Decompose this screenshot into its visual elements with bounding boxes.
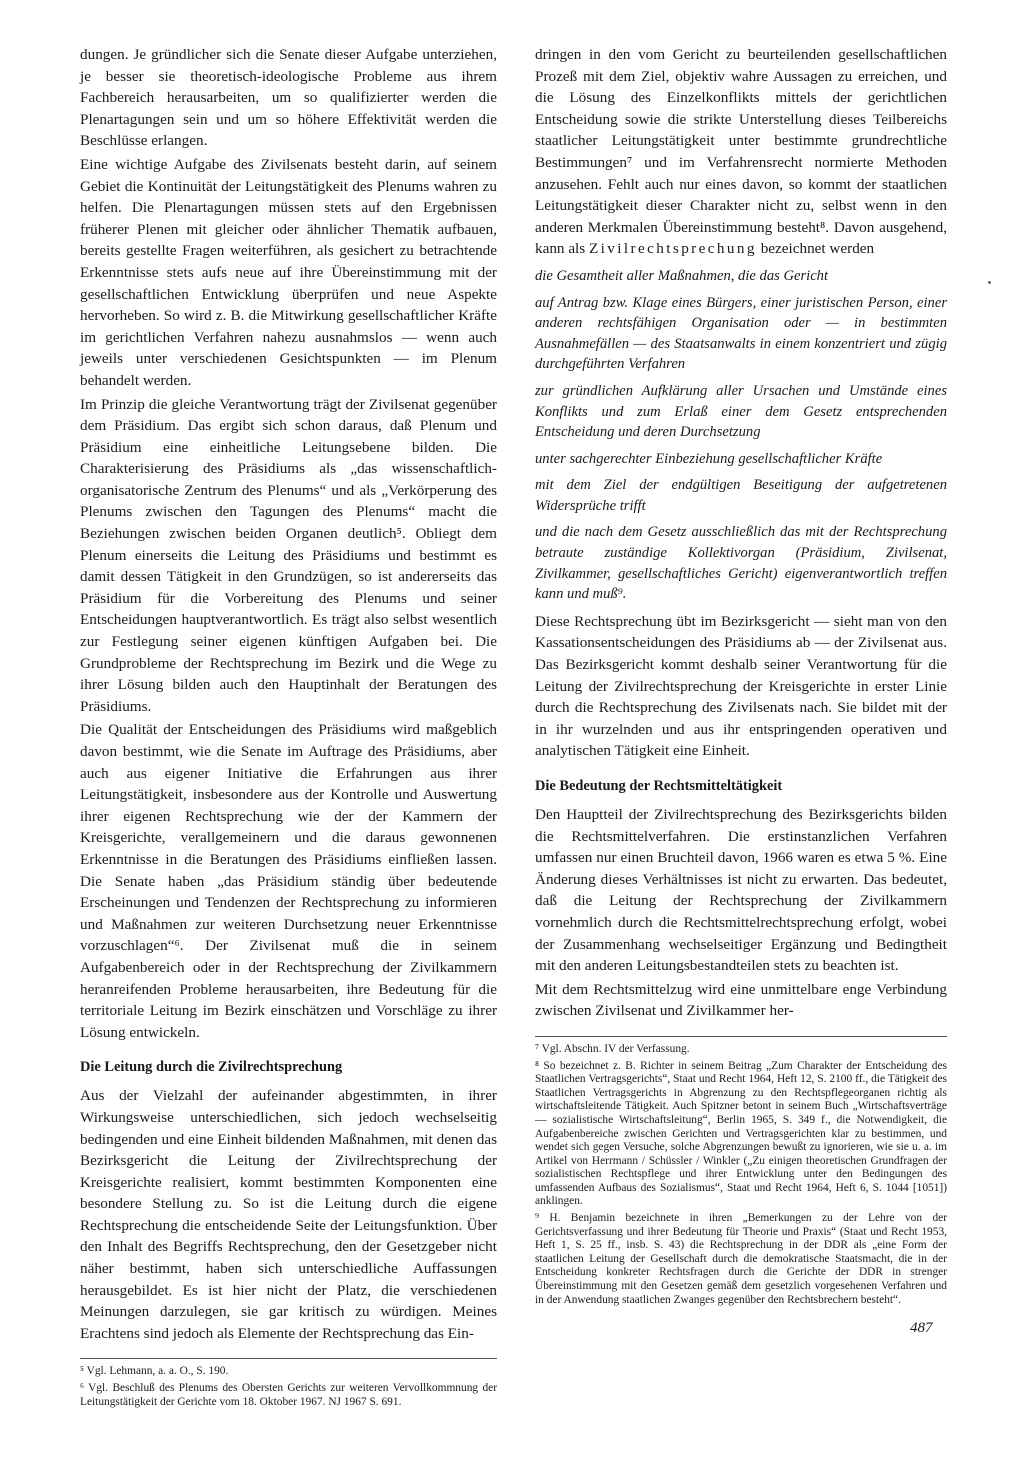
section-heading: Die Leitung durch die Zivilrechtsprechung <box>80 1059 343 1076</box>
footnote: ⁶ Vgl. Beschluß des Plenums des Obersten Gerichts zur weiteren Vervollkommnung der Leitungstätigkeit der Gerichte vom 18. Oktober 1967. NJ 1967 S. 691. <box>80 1382 497 1408</box>
paragraph: Mit dem Rechtsmittelzug wird eine unmittelbare enge Verbindung zwischen Zivilsenat und Zivilkammer her- <box>535 980 947 1020</box>
definition-list <box>535 266 947 605</box>
paragraph: Diese Rechtsprechung übt im Bezirksgericht — sieht man von den Kassationsentscheidungen des Präsidiums ab — der Zivilsenat aus. Das Bezirksgericht kommt deshalb seiner Verantwortung für die Leitung der Zivilrechtsprechung der Kreisgerichte in erster Linie durch die Rechtsprechung des Zivilsenats nach. Sie bildet mit der in ihr wurzelnden und aus ihr entspringenden operativen und analytischen Tätigkeit eine Einheit. <box>535 612 947 760</box>
paragraph: dungen. Je gründlicher sich die Senate dieser Aufgabe unterziehen, je besser sie theoretisch-ideologische Probleme aus ihrem Fachbereich herausarbeiten, um so qualifizierter werden die Plenartagungen sein und um so höhere Effektivität werden die Beschlüsse erlangen. <box>80 46 497 150</box>
scan-speck <box>988 281 991 284</box>
definition-line: mit dem Ziel der endgültigen Beseitigung der aufgetretenen Widersprüche trifft <box>535 477 947 514</box>
left-column <box>80 44 497 1412</box>
paragraph <box>535 44 947 260</box>
definition-line: die Gesamtheit aller Maßnahmen, die das Gericht <box>535 267 829 284</box>
footnote: ⁹ H. Benjamin bezeichnete in ihren „Bemerkungen zu der Lehre von der Gerichtsverfassung und ihrer Bedeutung für Theorie und Praxis“ (Staat und Recht 1953, Heft 1, S. 25 ff., insb. S. 43) die Rechtsprechung in der DDR als „eine Form der staatlichen Leitung der Gesellschaft durch die demokratische Staatsmacht, die in der Entscheidung konkreter Rechtsfragen durch die Gerichte der DDR in strenger Übereinstimmung mit den Gesetzen gemäß dem gesetzlich vorgesehenen Verfahren und in der Anwendung staatlichen Zwanges gegenüber den Rechtsbrechern besteht“. <box>535 1212 947 1306</box>
definition-line: auf Antrag bzw. Klage eines Bürgers, einer juristischen Person, einer anderen rechtsfähigen Organisation oder — in bestimmten Ausnahmefällen — des Staatsanwalts in einem konzentriert und zügig durchgeführten Verfahren <box>535 294 947 373</box>
footnote: ⁷ Vgl. Abschn. IV der Verfassung. <box>535 1042 690 1055</box>
section-heading: Die Bedeutung der Rechtsmitteltätigkeit <box>535 778 783 794</box>
paragraph: Aus der Vielzahl der aufeinander abgestimmten, in ihrer Wirkungsweise unterschiedlichen, sich jedoch wechselseitig bedingenden und eine Einheit bildenden Maßnahmen, mit denen das Bezirksgericht die Leitung der Zivilrechtsprechung der Kreisgerichte realisiert, kommt bestimmten Komponenten eine besondere Stellung zu. So ist die Leitung durch die eigene Rechtsprechung die entscheidende Seite der Leitungsfunktion. Über den Inhalt des Begriffs Rechtsprechung, den der Gesetzgeber nicht näher bestimmt, haben sich unterschiedliche Auffassungen herausgebildet. Es ist hier nicht der Platz, die verschiedenen Meinungen darzulegen, sie gar kritisch zu würdigen. Meines Erachtens sind jedoch als Elemente der Rechtsprechung das Ein- <box>80 1087 497 1342</box>
paragraph: Den Hauptteil der Zivilrechtsprechung des Bezirksgerichts bilden die Rechtsmittelverfahren. Die erstinstanzlichen Verfahren umfassen nur einen Bruchteil davon, 1966 waren es etwa 5 %. Eine Änderung dieses Verhältnisses ist nicht zu erwarten. Das bedeutet, daß die Leitung der Rechtsprechung der Zivilkammern vornehmlich durch die Rechtsmittelrechtsprechung erfolgt, wobei der Zusammenhang wechselseitiger Ergänzung und Bedingtheit mit den anderen Leitungsbestandteilen stets zu beachten ist. <box>535 806 947 975</box>
definition-line: unter sachgerechter Einbeziehung gesellschaftlicher Kräfte <box>535 450 883 467</box>
footnotes <box>535 1036 947 1307</box>
right-column <box>535 44 947 1310</box>
paragraph-text: dringen in den vom Gericht zu beurteilenden gesellschaftlichen Prozeß mit dem Ziel, objektiv wahre Aussagen zu erreichen, und die Lösung des Einzelkonflikts mittels der gerichtlichen Entscheidung sowie die strikte Unterstellung dieses Teilbereichs staatlicher Leitungstätigkeit unter bestimmte grundrechtliche Bestimmungen⁷ und im Verfahrensrecht normierte Methoden anzusehen. Fehlt auch nur eines davon, so kommt der staatlichen Leitungstätigkeit dieser Charakter nicht zu, selbst wenn in den anderen Merkmalen Übereinstimmung besteht⁸. Davon ausgehend, kann als <box>535 46 947 258</box>
paragraph: Im Prinzip die gleiche Verantwortung trägt der Zivilsenat gegenüber dem Präsidium. Das ergibt sich schon daraus, daß Plenum und Präsidium eine einheitliche Leitungsebene bilden. Die Charakterisierung des Präsidiums als „das wissenschaftlich-organisatorische Zentrum des Plenums“ und als „Verkörperung des Plenums zwischen den Tagungen des Plenums“ macht die Beziehungen zwischen beiden Organen deutlich⁵. Obliegt dem Plenum einerseits die Leitung des Präsidiums und bestimmt es damit dessen Tätigkeit in den Grundzügen, so ist andererseits das Präsidium für die Vorbereitung des Plenums und seiner Entscheidungen hauptverantwortlich. Es trägt also selbst wesentlich zur Festlegung seiner eigenen künftigen Aufgaben bei. Die Grundprobleme der Rechtsprechung im Bezirk und die Wege zu ihrer Lösung bilden auch den Hauptinhalt der Beratungen des Präsidiums. <box>80 395 497 715</box>
footnote: ⁵ Vgl. Lehmann, a. a. O., S. 190. <box>80 1365 229 1378</box>
page-number: 487 <box>910 1320 933 1336</box>
definition-line: zur gründlichen Aufklärung aller Ursachen und Umstände eines Konflikts und zum Erlaß einer dem Gesetz entsprechenden Entscheidung und deren Durchsetzung <box>535 382 947 441</box>
footnotes <box>80 1358 497 1409</box>
spaced-term: Zivilrechtsprechung <box>589 240 757 258</box>
paragraph-text-end: bezeichnet werden <box>756 240 875 258</box>
paragraph: Die Qualität der Entscheidungen des Präsidiums wird maßgeblich davon bestimmt, wie die Senate im Auftrage des Präsidiums, aber auch aus eigener Initiative die Erfahrungen aus ihrer Leitungstätigkeit, insbesondere aus der Kontrolle und Auswertung ihrer eigenen Rechtsprechung wie der der Kammern der Kreisgerichte, verallgemeinern und die daraus gewonnenen Erkenntnisse in die Beratungen des Präsidiums einfließen lassen. Die Senate haben „das Präsidium ständig über bedeutende Erscheinungen und Tendenzen der Rechtsprechung zu informieren und Maßnahmen zur weiteren Durchsetzung neuer Erkenntnisse vorzuschlagen“⁶. Der Zivilsenat muß die in seinem Aufgabenbereich oder in der Rechtsprechung der Zivilkammern heranreifenden Probleme herausarbeiten, ihre Bedeutung für die territoriale Leitung im Bezirk einschätzen und Vorschläge zu ihrer Lösung entwickeln. <box>80 721 497 1041</box>
definition-line: und die nach dem Gesetz ausschließlich das mit der Rechtsprechung betraute zuständige Kollektivorgan (Präsidium, Zivilsenat, Zivilkammer, gesellschaftliches Gericht) eigenverantwortlich treffen kann und muß⁹. <box>535 524 947 603</box>
footnote: ⁸ So bezeichnet z. B. Richter in seinem Beitrag „Zum Charakter der Entscheidung des Staatlichen Vertragsgerichts“, Staat und Recht 1964, Heft 12, S. 2100 ff., die Tätigkeit des Staatlichen Vertragsgerichts in Abgrenzung zu den Rechtspflegeorganen richtig als wirtschaftsleitende Tätigkeit. Auch Spitzner betont in seinem Buch „Wirtschaftsverträge — sozialistische Wirtschaftsleitung“, Berlin 1965, S. 349 f., die Notwendigkeit, die Aufgabenbereiche zwischen Gerichten und Vertragsgerichten klar zu bestimmen, und wendet sich gegen Versuche, solche Abgrenzungen bewußt zu ignorieren, wie sie u. a. im Artikel von Herrmann / Schüssler / Winkler („Zu einigen theoretischen Grundfragen der sozialistischen Rechtspflege und ihrer Entwicklung unter den Bedingungen des umfassenden Aufbaus des Sozialismus“, Staat und Recht 1964, Heft 6, S. 1044 [1051]) anklingen. <box>535 1059 947 1208</box>
paragraph: Eine wichtige Aufgabe des Zivilsenats besteht darin, auf seinem Gebiet die Kontinuität der Leitungstätigkeit des Plenums wahren zu helfen. Die Plenartagungen müssen stets auf den Ergebnissen früherer Plenen mit gleicher oder ähnlicher Thematik aufbauen, bereits gestellte Fragen weiterführen, als gesichert zu betrachtende Erkenntnisse stets aufs neue auf ihre Übereinstimmung mit der gesellschaftlichen Entwicklung überprüfen und neue Aspekte hervorheben. So wird z. B. die Mitwirkung gesellschaftlicher Kräfte im gerichtlichen Verfahren nahezu ausnahmslos — wenn auch jeweils unter verschiedenen Gesichtspunkten — im Plenum behandelt werden. <box>80 155 497 389</box>
